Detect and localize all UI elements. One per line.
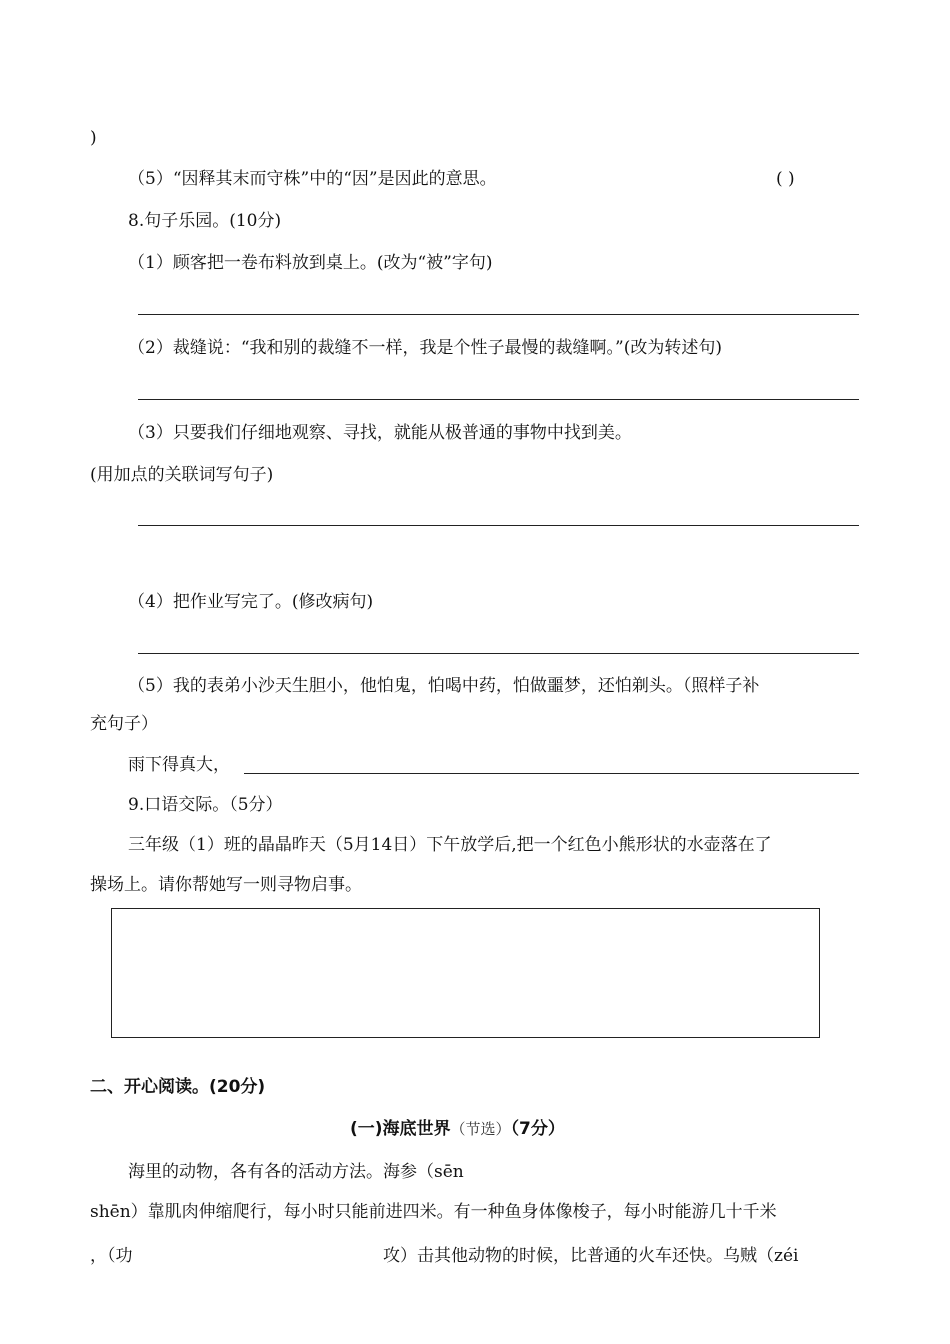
passage-line3a: ，（功: [90, 1246, 133, 1266]
q9-answer-box[interactable]: [111, 908, 820, 1038]
section2-heading: 二、开心阅读。(20分): [90, 1077, 266, 1097]
q8-item4: （4）把作业写完了。(修改病句): [128, 592, 374, 612]
q8-item2: （2）裁缝说：“我和别的裁缝不一样，我是个性子最慢的裁缝啊。”(改为转述句): [128, 338, 722, 358]
q9-line2: 操场上。请你帮她写一则寻物启事。: [90, 875, 362, 895]
q7-item5-text: （5）“因释其末而守株”中的“因”是因此的意思。: [128, 169, 497, 189]
passage-line2: shēn）靠肌肉伸缩爬行，每小时只能前进四米。有一种鱼身体像梭子，每小时能游几十千米: [90, 1202, 777, 1222]
q8-item4-answer-line[interactable]: [138, 653, 859, 654]
q8-item5-prompt: 雨下得真大，: [128, 755, 230, 775]
q8-item5-line1: （5）我的表弟小沙天生胆小，他怕鬼，怕喝中药，怕做噩梦，还怕剃头。（照样子补: [128, 676, 760, 696]
q8-item1-answer-line[interactable]: [138, 314, 859, 315]
passage-title-row: [350, 1117, 565, 1141]
q8-item5-line2: 充句子）: [90, 714, 158, 734]
q8-item3-line2: (用加点的关联词写句子): [90, 465, 274, 485]
q8-item3-answer-line[interactable]: [138, 525, 859, 526]
passage-note: （节选）: [450, 1120, 511, 1138]
q8-item5-answer-line[interactable]: [244, 773, 859, 774]
passage-title: (一)海底世界: [350, 1119, 451, 1139]
passage-line1: 海里的动物，各有各的活动方法。海参（sēn: [128, 1162, 464, 1182]
q9-line1: 三年级（1）班的晶晶昨天（5月14日）下午放学后,把一个红色小熊形状的水壶落在了: [128, 835, 772, 855]
q8-item1: （1）顾客把一卷布料放到桌上。(改为“被”字句): [128, 253, 493, 273]
passage-line3b: 攻）击其他动物的时候，比普通的火车还快。乌贼（zéi: [383, 1246, 799, 1266]
q8-item2-answer-line[interactable]: [138, 399, 859, 400]
q7-item5-answer-paren[interactable]: ( ): [776, 169, 795, 189]
q9-heading: 9.口语交际。（5分）: [128, 795, 283, 815]
q8-heading: 8.句子乐园。(10分): [128, 211, 282, 231]
carry-over-paren: ): [90, 128, 97, 148]
passage-score: （7分）: [510, 1119, 565, 1139]
q8-item3-line1: （3）只要我们仔细地观察、寻找，就能从极普通的事物中找到美。: [128, 423, 632, 443]
